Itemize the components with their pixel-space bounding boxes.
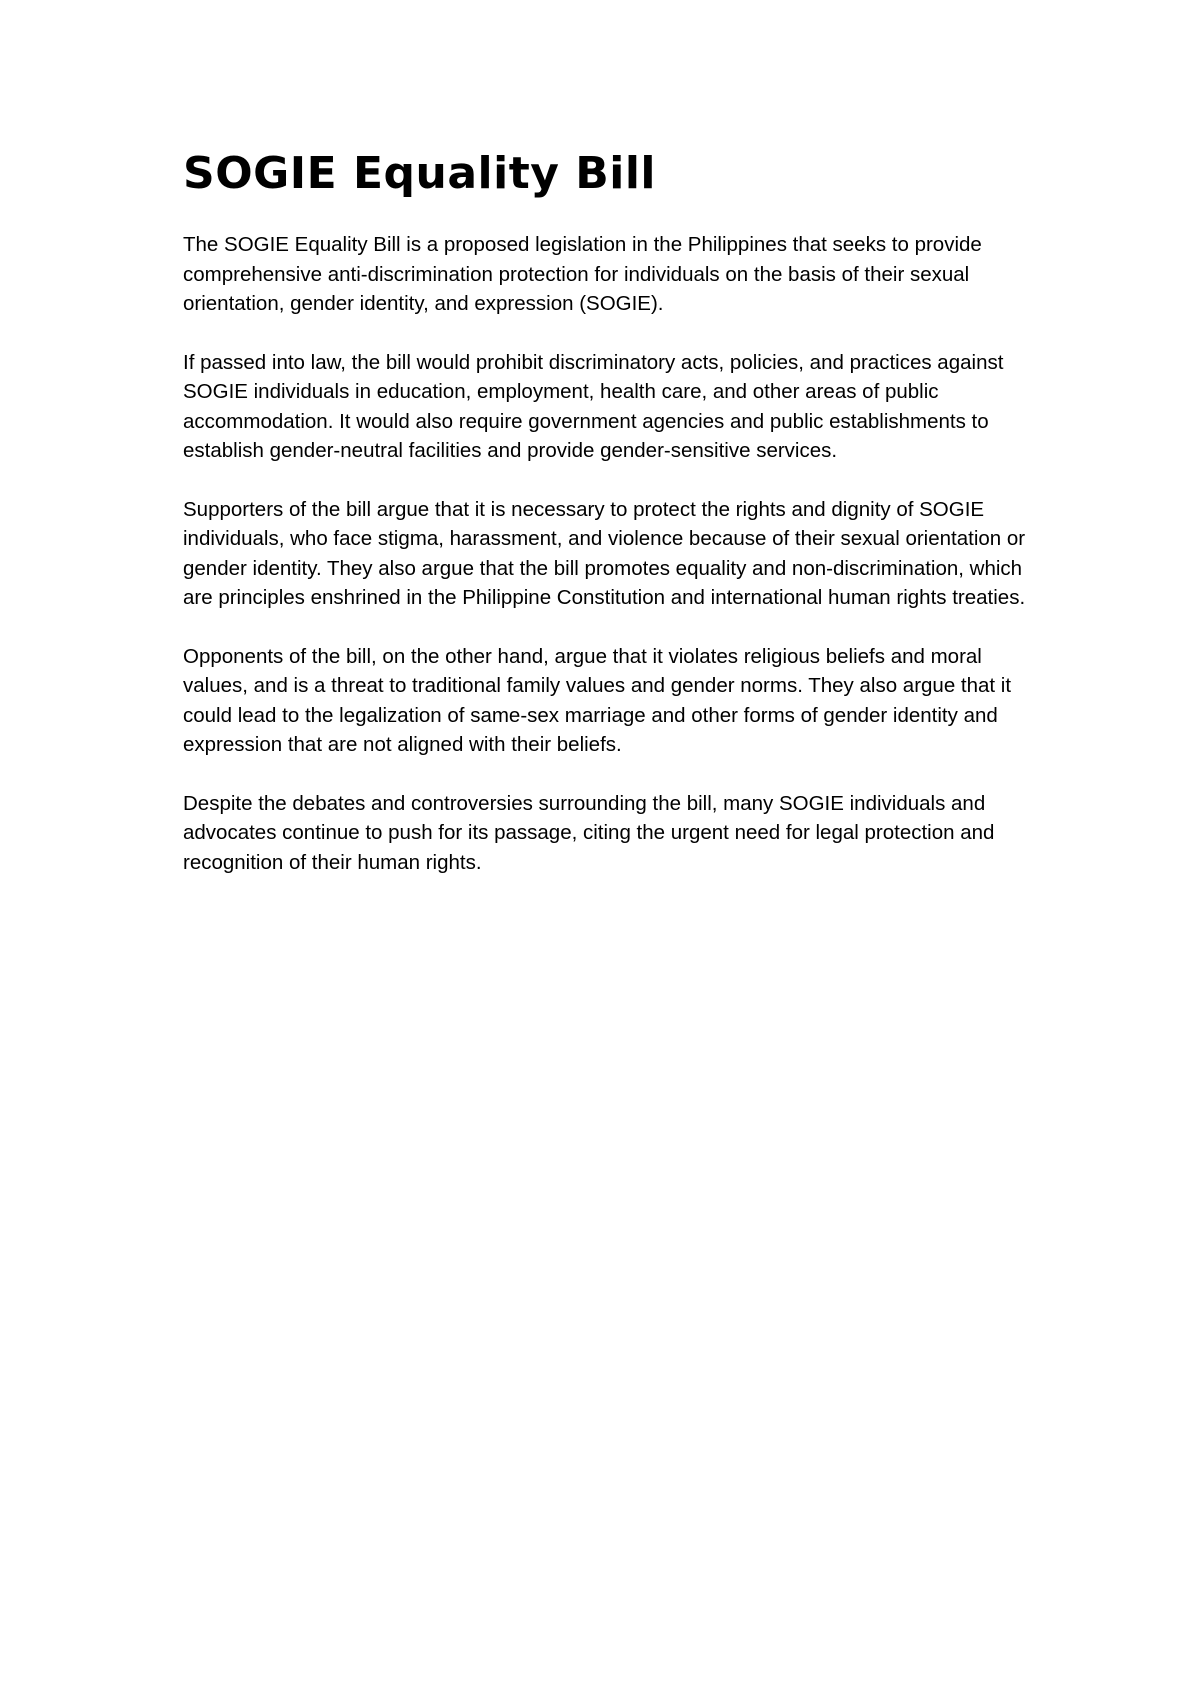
- paragraph-conclusion: Despite the debates and controversies surrounding the bill, many SOGIE individuals and advocates continue to push for its passage, citing the urgent need for legal protection and recognition of their human rights.: [183, 791, 995, 874]
- document-content: [183, 146, 1043, 906]
- document-body: [183, 230, 1043, 877]
- paragraph-provisions: If passed into law, the bill would prohibit discriminatory acts, policies, and practices against SOGIE individuals in education, employment, health care, and other areas of public accommodation. It would also require government agencies and public establishments to establish gender-neutral facilities and provide gender-sensitive services.: [183, 350, 1004, 462]
- paragraph-introduction: The SOGIE Equality Bill is a proposed legislation in the Philippines that seeks to provide comprehensive anti-discrimination protection for individuals on the basis of their sexual orientation, gender identity, and expression (SOGIE).: [183, 233, 982, 315]
- document-title: SOGIE Equality Bill: [183, 148, 657, 199]
- paragraph-opponents: Opponents of the bill, on the other hand, argue that it violates religious beliefs and moral values, and is a threat to traditional family values and gender norms. They also argue that it could lead to the legalization of same-sex marriage and other forms of gender identity and expression that are not aligned with their beliefs.: [183, 644, 1012, 756]
- paragraph-supporters: Supporters of the bill argue that it is necessary to protect the rights and dignity of SOGIE individuals, who face stigma, harassment, and violence because of their sexual orientation or gender identity. They also argue that the bill promotes equality and non-discrimination, which are principles enshrined in the Philippine Constitution and international human rights treaties.: [183, 497, 1026, 609]
